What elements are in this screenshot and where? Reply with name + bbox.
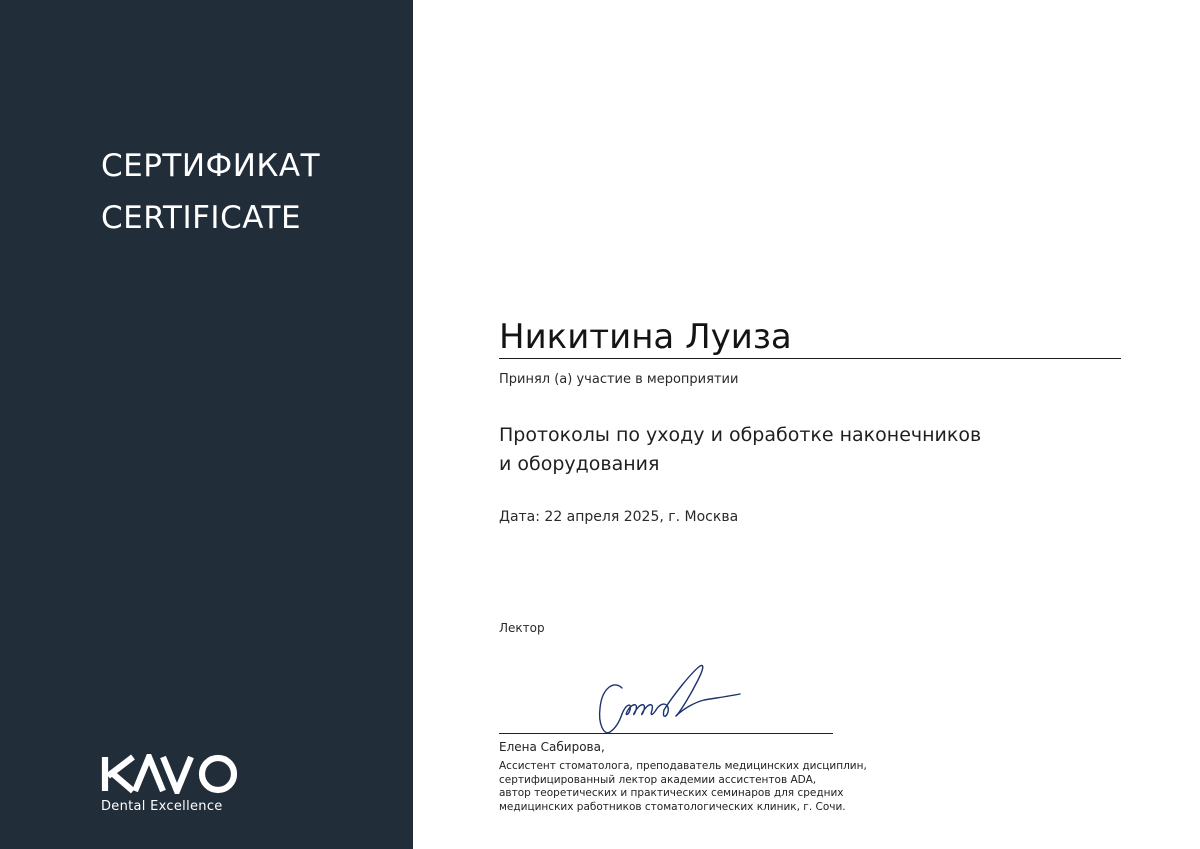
signature xyxy=(592,658,752,740)
lecturer-bio-line: сертифицированный лектор академии ассистентов ADA, xyxy=(499,773,817,786)
event-title-line: и оборудования xyxy=(499,453,660,475)
event-title-line: Протоколы по уходу и обработке наконечников xyxy=(499,424,982,446)
lecturer-bio-line: Ассистент стоматолога, преподаватель медицинских дисциплин, xyxy=(499,760,867,772)
kavo-logo xyxy=(101,754,271,814)
certificate-title-en: CERTIFICATE xyxy=(101,200,302,236)
kavo-logo-mark xyxy=(101,754,241,794)
lector-label: Лектор xyxy=(499,621,545,635)
logo-tagline: Dental Excellence xyxy=(101,799,223,814)
event-title xyxy=(499,421,981,479)
lecturer-bio-line: медицинских работников стоматологических клиник, г. Сочи. xyxy=(499,800,846,813)
certificate-title xyxy=(101,140,320,244)
lecturer-name: Елена Сабирова, xyxy=(499,740,605,754)
participation-text: Принял (а) участие в мероприятии xyxy=(499,372,739,387)
event-date: Дата: 22 апреля 2025, г. Москва xyxy=(499,509,739,525)
certificate-title-ru: СЕРТИФИКАТ xyxy=(101,148,321,184)
side-panel xyxy=(0,0,413,849)
signature-line xyxy=(499,733,833,734)
lecturer-bio-line: автор теоретических и практических семинаров для средних xyxy=(499,787,844,799)
lecturer-bio xyxy=(499,760,867,814)
recipient-name: Никитина Луиза xyxy=(499,316,1121,359)
